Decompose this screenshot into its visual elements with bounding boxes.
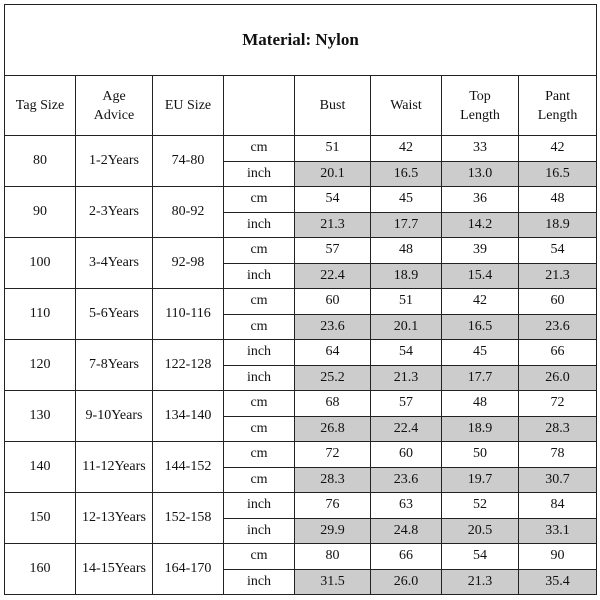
top-length-cell: 33 bbox=[442, 136, 519, 162]
top-length-cell: 54 bbox=[442, 544, 519, 570]
waist-cell: 16.5 bbox=[371, 161, 442, 187]
eu-size-cell: 110-116 bbox=[153, 289, 224, 340]
eu-size-cell: 122-128 bbox=[153, 340, 224, 391]
age-advice-cell: 5-6Years bbox=[76, 289, 153, 340]
pant-length-cell: 16.5 bbox=[519, 161, 597, 187]
header-tag-size: Tag Size bbox=[5, 76, 76, 136]
header-pant-length: Pant Length bbox=[519, 76, 597, 136]
top-length-cell: 19.7 bbox=[442, 467, 519, 493]
pant-length-cell: 35.4 bbox=[519, 569, 597, 595]
age-advice-cell: 7-8Years bbox=[76, 340, 153, 391]
waist-cell: 24.8 bbox=[371, 518, 442, 544]
bust-cell: 21.3 bbox=[295, 212, 371, 238]
bust-cell: 72 bbox=[295, 442, 371, 468]
waist-cell: 18.9 bbox=[371, 263, 442, 289]
top-length-cell: 14.2 bbox=[442, 212, 519, 238]
age-advice-cell: 14-15Years bbox=[76, 544, 153, 595]
pant-length-cell: 18.9 bbox=[519, 212, 597, 238]
unit-cell: inch bbox=[224, 493, 295, 519]
table-row bbox=[5, 391, 597, 417]
waist-cell: 26.0 bbox=[371, 569, 442, 595]
tag-size-cell: 90 bbox=[5, 187, 76, 238]
top-length-cell: 50 bbox=[442, 442, 519, 468]
waist-cell: 42 bbox=[371, 136, 442, 162]
waist-cell: 17.7 bbox=[371, 212, 442, 238]
header-unit bbox=[224, 76, 295, 136]
unit-cell: cm bbox=[224, 467, 295, 493]
header-bust: Bust bbox=[295, 76, 371, 136]
top-length-cell: 16.5 bbox=[442, 314, 519, 340]
bust-cell: 64 bbox=[295, 340, 371, 366]
header-top-length: Top Length bbox=[442, 76, 519, 136]
age-advice-cell: 1-2Years bbox=[76, 136, 153, 187]
top-length-cell: 45 bbox=[442, 340, 519, 366]
pant-length-cell: 66 bbox=[519, 340, 597, 366]
pant-length-cell: 60 bbox=[519, 289, 597, 315]
age-advice-cell: 9-10Years bbox=[76, 391, 153, 442]
bust-cell: 28.3 bbox=[295, 467, 371, 493]
eu-size-cell: 152-158 bbox=[153, 493, 224, 544]
bust-cell: 57 bbox=[295, 238, 371, 264]
waist-cell: 20.1 bbox=[371, 314, 442, 340]
tag-size-cell: 160 bbox=[5, 544, 76, 595]
tag-size-cell: 120 bbox=[5, 340, 76, 391]
pant-length-cell: 72 bbox=[519, 391, 597, 417]
bust-cell: 31.5 bbox=[295, 569, 371, 595]
bust-cell: 20.1 bbox=[295, 161, 371, 187]
eu-size-cell: 92-98 bbox=[153, 238, 224, 289]
bust-cell: 68 bbox=[295, 391, 371, 417]
unit-cell: cm bbox=[224, 238, 295, 264]
waist-cell: 21.3 bbox=[371, 365, 442, 391]
bust-cell: 25.2 bbox=[295, 365, 371, 391]
table-row bbox=[5, 544, 597, 570]
unit-cell: inch bbox=[224, 263, 295, 289]
bust-cell: 76 bbox=[295, 493, 371, 519]
age-advice-cell: 2-3Years bbox=[76, 187, 153, 238]
header-age-advice: Age Advice bbox=[76, 76, 153, 136]
top-length-cell: 21.3 bbox=[442, 569, 519, 595]
bust-cell: 80 bbox=[295, 544, 371, 570]
age-advice-cell: 11-12Years bbox=[76, 442, 153, 493]
table-row bbox=[5, 238, 597, 264]
pant-length-cell: 28.3 bbox=[519, 416, 597, 442]
table-row bbox=[5, 187, 597, 213]
top-length-cell: 13.0 bbox=[442, 161, 519, 187]
waist-cell: 54 bbox=[371, 340, 442, 366]
top-length-cell: 20.5 bbox=[442, 518, 519, 544]
top-length-cell: 17.7 bbox=[442, 365, 519, 391]
tag-size-cell: 150 bbox=[5, 493, 76, 544]
table-row bbox=[5, 493, 597, 519]
unit-cell: cm bbox=[224, 289, 295, 315]
top-length-cell: 48 bbox=[442, 391, 519, 417]
age-advice-cell: 12-13Years bbox=[76, 493, 153, 544]
pant-length-cell: 26.0 bbox=[519, 365, 597, 391]
waist-cell: 23.6 bbox=[371, 467, 442, 493]
waist-cell: 57 bbox=[371, 391, 442, 417]
waist-cell: 51 bbox=[371, 289, 442, 315]
age-advice-cell: 3-4Years bbox=[76, 238, 153, 289]
unit-cell: cm bbox=[224, 416, 295, 442]
unit-cell: inch bbox=[224, 569, 295, 595]
eu-size-cell: 164-170 bbox=[153, 544, 224, 595]
unit-cell: cm bbox=[224, 391, 295, 417]
pant-length-cell: 78 bbox=[519, 442, 597, 468]
unit-cell: cm bbox=[224, 442, 295, 468]
table-row bbox=[5, 136, 597, 162]
table-row bbox=[5, 442, 597, 468]
pant-length-cell: 90 bbox=[519, 544, 597, 570]
top-length-cell: 42 bbox=[442, 289, 519, 315]
eu-size-cell: 134-140 bbox=[153, 391, 224, 442]
size-table bbox=[4, 4, 597, 595]
top-length-cell: 52 bbox=[442, 493, 519, 519]
tag-size-cell: 130 bbox=[5, 391, 76, 442]
top-length-cell: 15.4 bbox=[442, 263, 519, 289]
unit-cell: cm bbox=[224, 136, 295, 162]
waist-cell: 22.4 bbox=[371, 416, 442, 442]
waist-cell: 45 bbox=[371, 187, 442, 213]
header-row bbox=[5, 76, 597, 136]
unit-cell: cm bbox=[224, 544, 295, 570]
bust-cell: 23.6 bbox=[295, 314, 371, 340]
pant-length-cell: 21.3 bbox=[519, 263, 597, 289]
unit-cell: inch bbox=[224, 340, 295, 366]
tag-size-cell: 140 bbox=[5, 442, 76, 493]
eu-size-cell: 74-80 bbox=[153, 136, 224, 187]
waist-cell: 66 bbox=[371, 544, 442, 570]
pant-length-cell: 84 bbox=[519, 493, 597, 519]
eu-size-cell: 80-92 bbox=[153, 187, 224, 238]
tag-size-cell: 110 bbox=[5, 289, 76, 340]
table-body bbox=[5, 5, 597, 595]
pant-length-cell: 23.6 bbox=[519, 314, 597, 340]
table-title: Material: Nylon bbox=[5, 5, 597, 76]
waist-cell: 48 bbox=[371, 238, 442, 264]
bust-cell: 29.9 bbox=[295, 518, 371, 544]
size-chart bbox=[4, 4, 596, 596]
eu-size-cell: 144-152 bbox=[153, 442, 224, 493]
bust-cell: 60 bbox=[295, 289, 371, 315]
bust-cell: 54 bbox=[295, 187, 371, 213]
unit-cell: cm bbox=[224, 187, 295, 213]
pant-length-cell: 54 bbox=[519, 238, 597, 264]
header-eu-size: EU Size bbox=[153, 76, 224, 136]
header-waist: Waist bbox=[371, 76, 442, 136]
pant-length-cell: 30.7 bbox=[519, 467, 597, 493]
waist-cell: 63 bbox=[371, 493, 442, 519]
table-row bbox=[5, 340, 597, 366]
table-row bbox=[5, 289, 597, 315]
top-length-cell: 18.9 bbox=[442, 416, 519, 442]
unit-cell: inch bbox=[224, 518, 295, 544]
unit-cell: cm bbox=[224, 314, 295, 340]
tag-size-cell: 80 bbox=[5, 136, 76, 187]
bust-cell: 51 bbox=[295, 136, 371, 162]
bust-cell: 22.4 bbox=[295, 263, 371, 289]
waist-cell: 60 bbox=[371, 442, 442, 468]
top-length-cell: 39 bbox=[442, 238, 519, 264]
pant-length-cell: 42 bbox=[519, 136, 597, 162]
tag-size-cell: 100 bbox=[5, 238, 76, 289]
bust-cell: 26.8 bbox=[295, 416, 371, 442]
unit-cell: inch bbox=[224, 212, 295, 238]
unit-cell: inch bbox=[224, 161, 295, 187]
unit-cell: inch bbox=[224, 365, 295, 391]
top-length-cell: 36 bbox=[442, 187, 519, 213]
pant-length-cell: 48 bbox=[519, 187, 597, 213]
pant-length-cell: 33.1 bbox=[519, 518, 597, 544]
